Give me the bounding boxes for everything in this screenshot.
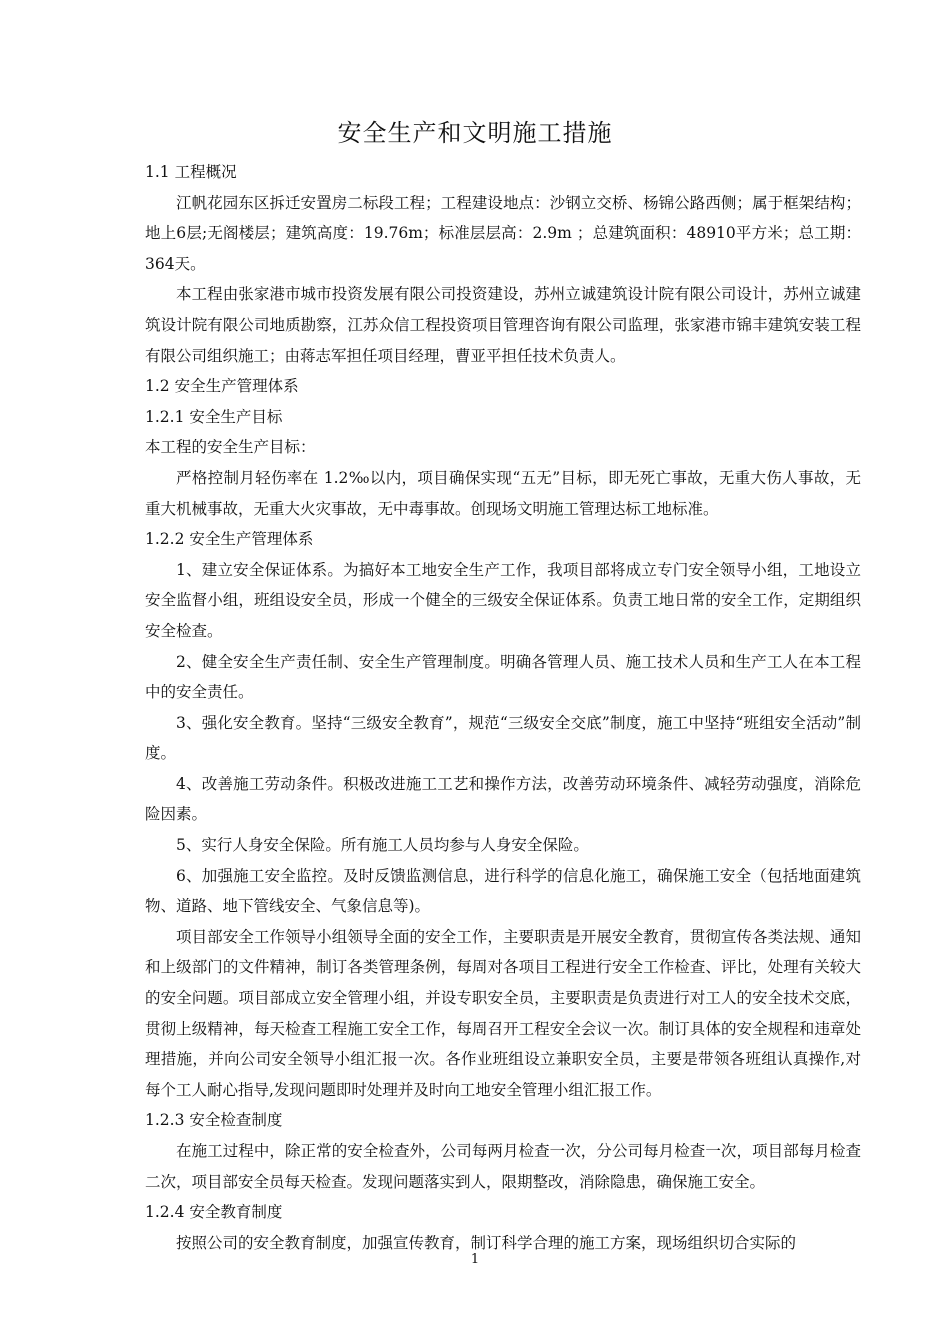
body-paragraph: 5、实行人身安全保险。所有施工人员均参与人身安全保险。 bbox=[176, 836, 589, 855]
body-paragraph: 项目部安全工作领导小组领导全面的安全工作，主要职责是开展安全教育，贯彻宣传各类法规、通知和上级部门的文件精神，制订各类管理条例，每周对各项目工程进行安全工作检查、评比，处理有关较大的安全问题。项目部成立安全管理小组，并设专职安全员，主要职责是负责进行对工人的安全技术交底，贯彻上级精神，每天检查工程施工安全工作，每周召开工程安全会议一次。制订具体的安全规程和违章处理措施，并向公司安全领导小组汇报一次。各作业班组设立兼职安全员，主要是带领各班组认真操作,对每个工人耐心指导,发现问题即时处理并及时向工地安全管理小组汇报工作。 bbox=[145, 927, 861, 1099]
section-heading: 1.2.4 安全教育制度 bbox=[145, 1203, 283, 1222]
section-heading: 1.2.2 安全生产管理体系 bbox=[145, 530, 314, 549]
body-paragraph: 4、改善施工劳动条件。积极改进施工工艺和操作方法，改善劳动环境条件、减轻劳动强度，消除危险因素。 bbox=[145, 774, 861, 824]
section-heading: 1.2 安全生产管理体系 bbox=[145, 377, 299, 396]
body-paragraph: 按照公司的安全教育制度，加强宣传教育，制订科学合理的施工方案，现场组织切合实际的 bbox=[176, 1233, 797, 1252]
document-body bbox=[145, 157, 861, 1258]
body-paragraph: 2、健全安全生产责任制、安全生产管理制度。明确各管理人员、施工技术人员和生产工人在本工程中的安全责任。 bbox=[145, 652, 861, 702]
section-heading: 1.1 工程概况 bbox=[145, 163, 237, 181]
body-paragraph: 本工程由张家港市城市投资发展有限公司投资建设，苏州立诚建筑设计院有限公司设计，苏州立诚建筑设计院有限公司地质勘察，江苏众信工程投资项目管理咨询有限公司监理，张家港市锦丰建筑安装工程有限公司组织施工；由蒋志军担任项目经理，曹亚平担任技术负责人。 bbox=[145, 285, 861, 365]
body-paragraph: 6、加强施工安全监控。及时反馈监测信息，进行科学的信息化施工，确保施工安全（包括地面建筑物、道路、地下管线安全、气象信息等)。 bbox=[145, 866, 861, 916]
body-paragraph: 严格控制月轻伤率在 1.2‰以内，项目确保实现“五无”目标，即无死亡事故，无重大伤人事故，无重大机械事故，无重大火灾事故，无中毒事故。创现场文明施工管理达标工地标准。 bbox=[145, 468, 861, 518]
document-title: 安全生产和文明施工措施 bbox=[337, 119, 613, 147]
body-paragraph: 江帆花园东区拆迁安置房二标段工程；工程建设地点：沙钢立交桥、杨锦公路西侧；属于框架结构；地上6层;无阁楼层；建筑高度：19.76m；标准层层高：2.9m ；总建筑面积：48910平方米；总工期：364天。 bbox=[145, 193, 861, 273]
section-heading: 1.2.3 安全检查制度 bbox=[145, 1111, 283, 1130]
body-paragraph: 在施工过程中，除正常的安全检查外，公司每两月检查一次，分公司每月检查一次，项目部每月检查二次，项目部安全员每天检查。发现问题落实到人，限期整改，消除隐患，确保施工安全。 bbox=[145, 1142, 861, 1191]
page-number: 1 bbox=[470, 1252, 480, 1267]
body-paragraph: 1、建立安全保证体系。为搞好本工地安全生产工作，我项目部将成立专门安全领导小组，工地设立安全监督小组，班组设安全员，形成一个健全的三级安全保证体系。负责工地日常的安全工作，定期组织安全检查。 bbox=[145, 560, 861, 640]
section-heading: 本工程的安全生产目标： bbox=[145, 438, 316, 457]
body-paragraph: 3、强化安全教育。坚持“三级安全教育”，规范“三级安全交底”制度，施工中坚持“班组安全活动”制度。 bbox=[145, 713, 861, 763]
section-heading: 1.2.1 安全生产目标 bbox=[145, 407, 283, 426]
